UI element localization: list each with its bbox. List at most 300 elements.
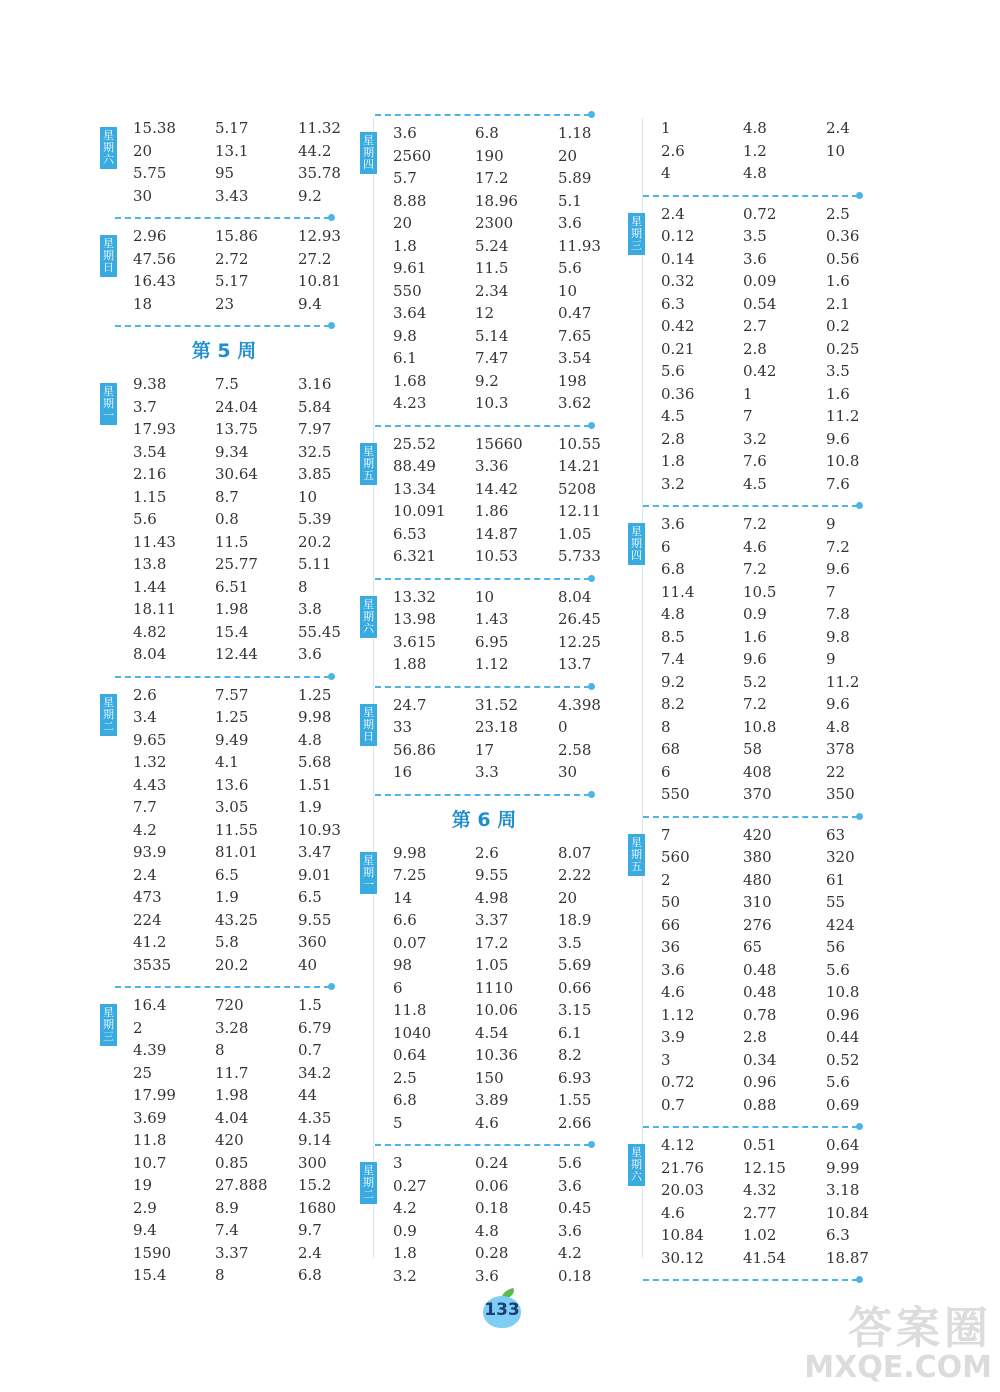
answer-row bbox=[628, 1026, 858, 1049]
answer-value: 0.42 bbox=[743, 362, 777, 380]
answer-value: 6.95 bbox=[475, 632, 509, 651]
answer-row bbox=[628, 162, 858, 185]
answer-value: 150 bbox=[475, 1068, 504, 1087]
answer-value: 3.3 bbox=[475, 763, 499, 781]
answer-value: 41.2 bbox=[133, 933, 167, 951]
answer-value: 5.75 bbox=[133, 164, 167, 182]
answer-value: 26.45 bbox=[558, 610, 601, 628]
answer-row bbox=[628, 383, 858, 406]
week-heading: 第 6 周 bbox=[451, 808, 517, 831]
answer-value: 198 bbox=[558, 371, 587, 390]
answer-value: 27.2 bbox=[298, 249, 332, 268]
answer-value: 5208 bbox=[558, 479, 597, 498]
answer-value: 6.53 bbox=[393, 524, 427, 543]
answer-row bbox=[360, 145, 590, 168]
answer-value: 10.8 bbox=[826, 452, 860, 470]
answer-value: 4.2 bbox=[393, 1199, 417, 1217]
answer-row bbox=[628, 693, 858, 716]
answer-value: 98 bbox=[393, 956, 413, 974]
weekday-tab-char: 星 bbox=[103, 695, 114, 709]
answer-value: 0.27 bbox=[393, 1176, 427, 1195]
answer-value: 14.87 bbox=[475, 524, 518, 543]
answer-value: 2.4 bbox=[661, 204, 685, 223]
answer-value: 8 bbox=[298, 577, 308, 596]
answer-value: 0.24 bbox=[475, 1154, 509, 1172]
answer-value: 1.68 bbox=[393, 371, 427, 390]
answer-value: 2300 bbox=[475, 214, 514, 232]
answer-value: 68 bbox=[661, 740, 681, 758]
day-answer-block bbox=[100, 115, 341, 213]
answer-value: 8.04 bbox=[558, 587, 592, 606]
answer-value: 1.02 bbox=[743, 1226, 777, 1244]
answer-row bbox=[100, 185, 330, 208]
answer-value: 13.8 bbox=[133, 555, 167, 573]
answer-value: 13.7 bbox=[558, 655, 592, 673]
day-answer-block bbox=[360, 120, 601, 421]
answer-value: 9.6 bbox=[826, 429, 850, 448]
answer-row bbox=[100, 373, 330, 396]
answer-value: 18.11 bbox=[133, 600, 176, 618]
weekday-tab-char: 期 bbox=[631, 847, 642, 861]
answer-row bbox=[360, 347, 590, 370]
answer-row bbox=[360, 887, 590, 910]
answer-value: 0.72 bbox=[743, 204, 777, 223]
answer-value: 9.38 bbox=[133, 375, 167, 393]
answer-row bbox=[360, 653, 590, 676]
answer-value: 3.05 bbox=[215, 798, 249, 816]
weekday-tab-char: 五 bbox=[363, 468, 374, 482]
answer-value: 5 bbox=[393, 1113, 403, 1132]
answer-value: 24.7 bbox=[393, 695, 427, 714]
answer-row bbox=[100, 463, 330, 486]
answer-value: 4.6 bbox=[743, 537, 767, 556]
answer-value: 3.6 bbox=[558, 214, 582, 232]
answer-value: 3.6 bbox=[558, 1221, 582, 1240]
answer-value: 0 bbox=[558, 718, 568, 736]
answer-value: 10.8 bbox=[743, 717, 777, 736]
answer-row bbox=[360, 1022, 590, 1045]
answer-value: 0.12 bbox=[661, 227, 695, 245]
answer-value: 2.7 bbox=[743, 317, 767, 335]
answer-value: 4.6 bbox=[475, 1113, 499, 1132]
answer-row bbox=[360, 280, 590, 303]
answer-value: 6.8 bbox=[475, 124, 499, 142]
answer-value: 9.99 bbox=[826, 1158, 860, 1177]
answer-value: 0.34 bbox=[743, 1050, 777, 1069]
answer-value: 9.2 bbox=[475, 371, 499, 390]
answer-row bbox=[100, 621, 341, 644]
answer-value: 35.78 bbox=[298, 164, 341, 182]
answer-value: 1590 bbox=[133, 1243, 172, 1262]
answer-value: 3.6 bbox=[393, 124, 417, 142]
answer-value: 0.52 bbox=[826, 1050, 860, 1069]
answer-value: 13.32 bbox=[393, 587, 436, 606]
answer-value: 50 bbox=[661, 893, 681, 911]
answer-row bbox=[628, 761, 858, 784]
answer-value: 14.21 bbox=[558, 457, 601, 475]
weekday-tab-char: 四 bbox=[631, 549, 642, 562]
answer-value: 4.39 bbox=[133, 1041, 167, 1059]
answer-value: 3.4 bbox=[133, 708, 157, 726]
answer-value: 1.98 bbox=[215, 1086, 249, 1104]
answer-value: 7 bbox=[661, 825, 671, 844]
answer-row bbox=[100, 864, 330, 887]
answer-value: 11.5 bbox=[475, 259, 509, 277]
answer-value: 0.9 bbox=[393, 1221, 417, 1240]
weekday-tab-char: 一 bbox=[103, 409, 114, 422]
answer-value: 30 bbox=[133, 186, 153, 205]
answer-value: 5.7 bbox=[393, 169, 417, 187]
answer-value: 1.6 bbox=[826, 384, 850, 403]
answer-value: 3.18 bbox=[826, 1181, 860, 1199]
answer-value: 3.8 bbox=[298, 600, 322, 618]
answer-value: 0.21 bbox=[661, 339, 695, 358]
answer-value: 43.25 bbox=[215, 910, 258, 929]
weekday-tab-char: 星 bbox=[631, 525, 642, 538]
answer-row bbox=[628, 473, 858, 496]
answer-value: 0.18 bbox=[475, 1199, 509, 1217]
answer-value: 4.8 bbox=[743, 119, 767, 137]
answer-row bbox=[628, 513, 858, 536]
answer-row bbox=[628, 891, 858, 914]
answer-value: 9.2 bbox=[298, 186, 322, 205]
answer-row bbox=[360, 694, 601, 717]
answer-value: 0.72 bbox=[661, 1073, 695, 1091]
weekday-tab-char: 期 bbox=[363, 609, 374, 623]
answer-value: 3.5 bbox=[558, 933, 582, 952]
day-answer-block bbox=[100, 682, 341, 983]
answer-value: 11.4 bbox=[661, 582, 695, 601]
weekday-tab-char: 三 bbox=[631, 238, 642, 252]
section-divider bbox=[360, 110, 590, 120]
answer-value: 8.2 bbox=[661, 695, 685, 713]
weekday-tab-char: 日 bbox=[363, 729, 374, 743]
answer-value: 6.6 bbox=[393, 911, 417, 929]
answer-value: 93.9 bbox=[133, 843, 167, 861]
answer-value: 33 bbox=[393, 718, 413, 736]
answer-value: 2.77 bbox=[743, 1203, 777, 1222]
answer-value: 8.5 bbox=[661, 627, 685, 646]
answer-value: 1 bbox=[743, 384, 753, 403]
watermark-line-2: MXQE.COM bbox=[804, 1350, 992, 1385]
answer-value: 4.12 bbox=[661, 1136, 695, 1154]
weekday-tab-char: 期 bbox=[103, 397, 114, 410]
answer-row bbox=[628, 1071, 858, 1094]
answer-value: 14.42 bbox=[475, 479, 518, 498]
answer-value: 8.88 bbox=[393, 191, 427, 210]
answer-value: 8 bbox=[215, 1041, 225, 1059]
weekday-tab-char: 星 bbox=[363, 597, 374, 611]
answer-row bbox=[628, 716, 858, 739]
answer-row bbox=[360, 167, 590, 190]
answer-value: 4.2 bbox=[558, 1244, 582, 1262]
answer-value: 310 bbox=[743, 893, 772, 911]
answer-value: 18.96 bbox=[475, 191, 518, 210]
answer-row bbox=[360, 586, 590, 609]
weekday-tab-char: 期 bbox=[103, 141, 114, 154]
answer-value: 23 bbox=[215, 294, 235, 313]
answer-value: 8.9 bbox=[215, 1198, 239, 1217]
answer-row bbox=[360, 842, 590, 865]
answer-value: 95 bbox=[215, 164, 235, 182]
answer-row bbox=[628, 360, 858, 383]
answer-value: 3.54 bbox=[558, 349, 592, 367]
answer-value: 44.2 bbox=[298, 141, 332, 160]
answer-value: 11.5 bbox=[215, 532, 249, 551]
answer-value: 7.57 bbox=[215, 685, 249, 704]
answer-value: 1.9 bbox=[215, 888, 239, 906]
answer-value: 0.96 bbox=[743, 1073, 777, 1091]
answer-value: 7.2 bbox=[743, 695, 767, 713]
answer-row bbox=[100, 751, 330, 774]
answer-value: 7.4 bbox=[215, 1221, 239, 1239]
answer-value: 5.733 bbox=[558, 547, 601, 565]
answer-value: 320 bbox=[826, 848, 855, 866]
answer-row bbox=[360, 325, 590, 348]
answer-value: 1.05 bbox=[475, 956, 509, 974]
answer-value: 3.89 bbox=[475, 1091, 509, 1109]
answer-value: 6.51 bbox=[215, 577, 249, 596]
answer-value: 12.11 bbox=[558, 502, 601, 520]
answer-value: 10 bbox=[298, 487, 318, 506]
answer-value: 5.6 bbox=[826, 960, 850, 979]
answer-value: 10 bbox=[558, 281, 578, 300]
answer-row bbox=[360, 608, 601, 631]
answer-value: 1.12 bbox=[475, 655, 509, 673]
day-answer-block bbox=[628, 201, 858, 502]
answer-value: 550 bbox=[393, 281, 422, 300]
answer-row bbox=[628, 1049, 858, 1072]
answer-value: 0.85 bbox=[215, 1153, 249, 1172]
weekday-tab-char: 期 bbox=[363, 717, 374, 731]
answer-row bbox=[628, 671, 858, 694]
answer-row bbox=[100, 1174, 330, 1197]
answer-value: 7 bbox=[743, 407, 753, 425]
answer-value: 3.62 bbox=[558, 394, 592, 412]
answer-value: 1.8 bbox=[393, 236, 417, 255]
answer-row bbox=[100, 886, 330, 909]
answer-value: 88.49 bbox=[393, 457, 436, 475]
weekday-tab-char: 星 bbox=[103, 385, 114, 398]
answer-value: 10.091 bbox=[393, 502, 446, 520]
answer-value: 300 bbox=[298, 1153, 327, 1172]
answer-value: 1.9 bbox=[298, 798, 322, 816]
answer-value: 1.44 bbox=[133, 577, 167, 596]
answer-value: 20 bbox=[558, 146, 578, 165]
answer-row bbox=[360, 545, 601, 568]
answer-value: 10.36 bbox=[475, 1046, 518, 1064]
answer-value: 2.8 bbox=[743, 1028, 767, 1046]
day-answer-block bbox=[360, 584, 601, 682]
answer-value: 20 bbox=[558, 888, 578, 907]
answer-row bbox=[360, 1197, 590, 1220]
answer-value: 3.36 bbox=[475, 457, 509, 475]
weekday-tab-char: 期 bbox=[363, 456, 374, 470]
weekday-tab-char: 期 bbox=[103, 1018, 114, 1031]
answer-value: 0.88 bbox=[743, 1095, 777, 1114]
answer-row bbox=[628, 293, 858, 316]
answer-value: 4.5 bbox=[661, 407, 685, 425]
answer-row bbox=[628, 1157, 858, 1180]
answer-row bbox=[628, 405, 858, 428]
answer-value: 0.9 bbox=[743, 605, 767, 623]
answer-value: 1.88 bbox=[393, 655, 427, 673]
answer-row bbox=[100, 684, 330, 707]
answer-row bbox=[360, 1220, 590, 1243]
answer-value: 4.82 bbox=[133, 622, 167, 641]
answer-value: 20.2 bbox=[298, 532, 332, 551]
answer-value: 2.58 bbox=[558, 740, 592, 759]
answer-value: 5.11 bbox=[298, 555, 332, 573]
answer-value: 11.32 bbox=[298, 119, 341, 137]
answer-value: 6.8 bbox=[393, 1091, 417, 1109]
answer-value: 3 bbox=[393, 1154, 403, 1172]
answer-value: 3.9 bbox=[661, 1028, 685, 1046]
answer-value: 1.25 bbox=[215, 708, 249, 726]
answer-value: 4.04 bbox=[215, 1108, 249, 1127]
answer-row bbox=[628, 846, 858, 869]
answer-value: 3.6 bbox=[298, 645, 322, 663]
weekday-tab-char: 二 bbox=[363, 1188, 374, 1201]
answer-value: 34.2 bbox=[298, 1063, 332, 1082]
answer-value: 13.34 bbox=[393, 479, 436, 498]
answer-row bbox=[360, 631, 601, 654]
answer-column-1 bbox=[100, 115, 341, 1293]
answer-value: 30.12 bbox=[661, 1248, 704, 1267]
answer-value: 8 bbox=[661, 717, 671, 736]
answer-value: 4.6 bbox=[661, 983, 685, 1001]
answer-row bbox=[360, 1175, 590, 1198]
answer-row bbox=[360, 761, 590, 784]
answer-value: 3.54 bbox=[133, 442, 167, 461]
answer-value: 0.64 bbox=[393, 1046, 427, 1064]
answer-value: 11.43 bbox=[133, 532, 176, 551]
answer-value: 224 bbox=[133, 910, 162, 929]
answer-row bbox=[100, 553, 330, 576]
answer-value: 9.98 bbox=[298, 708, 332, 726]
section-divider bbox=[100, 213, 330, 223]
answer-value: 408 bbox=[743, 762, 772, 781]
answer-row bbox=[100, 1242, 330, 1265]
answer-row bbox=[100, 486, 330, 509]
answer-value: 5.6 bbox=[826, 1073, 850, 1091]
answer-value: 17.2 bbox=[475, 933, 509, 952]
answer-value: 18 bbox=[133, 294, 153, 313]
answer-value: 9.55 bbox=[298, 910, 332, 929]
answer-value: 0.69 bbox=[826, 1095, 860, 1114]
weekday-tab-char: 星 bbox=[363, 853, 374, 867]
answer-value: 63 bbox=[826, 825, 846, 844]
answer-row bbox=[628, 936, 858, 959]
answer-value: 5.17 bbox=[215, 272, 249, 290]
answer-value: 3.7 bbox=[133, 397, 157, 416]
answer-row bbox=[628, 959, 858, 982]
answer-row bbox=[628, 558, 858, 581]
answer-value: 7.47 bbox=[475, 349, 509, 367]
answer-value: 2.96 bbox=[133, 227, 167, 245]
answer-row bbox=[100, 598, 330, 621]
weekday-tab-char: 一 bbox=[363, 877, 374, 891]
answer-row bbox=[100, 1219, 330, 1242]
answer-value: 4.54 bbox=[475, 1023, 509, 1042]
answer-value: 1.15 bbox=[133, 487, 167, 506]
answer-row bbox=[628, 1094, 858, 1117]
answer-value: 2.4 bbox=[298, 1243, 322, 1262]
answer-value: 0.36 bbox=[661, 384, 695, 403]
answer-value: 3.6 bbox=[558, 1176, 582, 1195]
answer-value: 20 bbox=[133, 141, 153, 160]
answer-value: 3.85 bbox=[298, 465, 332, 483]
answer-value: 1 bbox=[661, 119, 671, 137]
answer-value: 2.8 bbox=[743, 339, 767, 358]
answer-value: 6.1 bbox=[558, 1023, 582, 1042]
answer-row bbox=[360, 122, 590, 145]
answer-value: 6.3 bbox=[661, 294, 685, 313]
answer-value: 3.6 bbox=[475, 1266, 499, 1285]
answer-value: 4.8 bbox=[661, 605, 685, 623]
answer-value: 0.2 bbox=[826, 317, 850, 335]
answer-value: 276 bbox=[743, 915, 772, 934]
answer-value: 4.35 bbox=[298, 1108, 332, 1127]
answer-value: 0.42 bbox=[661, 317, 695, 335]
weekday-tab-char: 期 bbox=[631, 226, 642, 240]
answer-value: 15660 bbox=[475, 434, 523, 453]
answer-value: 0.96 bbox=[826, 1005, 860, 1024]
answer-value: 2.6 bbox=[133, 685, 157, 704]
answer-value: 0.45 bbox=[558, 1199, 592, 1217]
day-answer-block bbox=[100, 223, 341, 321]
answer-value: 1.51 bbox=[298, 775, 332, 794]
answer-value: 3.5 bbox=[826, 362, 850, 380]
answer-row bbox=[360, 864, 590, 887]
answer-row bbox=[628, 981, 858, 1004]
answer-value: 17.99 bbox=[133, 1086, 176, 1104]
answer-value: 9.7 bbox=[298, 1221, 322, 1239]
answer-row bbox=[100, 225, 341, 248]
weekday-tab-char: 期 bbox=[631, 537, 642, 550]
answer-value: 6.8 bbox=[661, 560, 685, 578]
answer-value: 0.64 bbox=[826, 1136, 860, 1154]
answer-value: 2.16 bbox=[133, 465, 167, 483]
answer-value: 12.44 bbox=[215, 645, 258, 663]
answer-value: 3.2 bbox=[393, 1266, 417, 1285]
answer-value: 47.56 bbox=[133, 249, 176, 268]
answer-row bbox=[628, 203, 858, 226]
answer-value: 3.37 bbox=[475, 911, 509, 929]
answer-value: 0.54 bbox=[743, 294, 777, 313]
weekday-tab-char: 期 bbox=[363, 865, 374, 879]
answer-row bbox=[628, 1179, 858, 1202]
answer-row bbox=[628, 869, 858, 892]
answer-value: 5.6 bbox=[558, 1154, 582, 1172]
answer-row bbox=[628, 338, 858, 361]
answer-value: 560 bbox=[661, 848, 690, 866]
answer-value: 7.65 bbox=[558, 326, 592, 345]
answer-row bbox=[628, 140, 858, 163]
answer-value: 4.8 bbox=[298, 730, 322, 749]
answer-value: 4 bbox=[661, 164, 671, 182]
answer-row bbox=[360, 977, 590, 1000]
answer-value: 20.03 bbox=[661, 1181, 704, 1199]
answer-row bbox=[628, 1202, 869, 1225]
answer-value: 4.98 bbox=[475, 888, 509, 907]
answer-value: 7.7 bbox=[133, 798, 157, 816]
answer-value: 25.52 bbox=[393, 434, 436, 453]
answer-value: 10.81 bbox=[298, 272, 341, 290]
answer-row bbox=[100, 1062, 330, 1085]
answer-value: 25 bbox=[133, 1063, 153, 1082]
answer-row bbox=[360, 523, 590, 546]
